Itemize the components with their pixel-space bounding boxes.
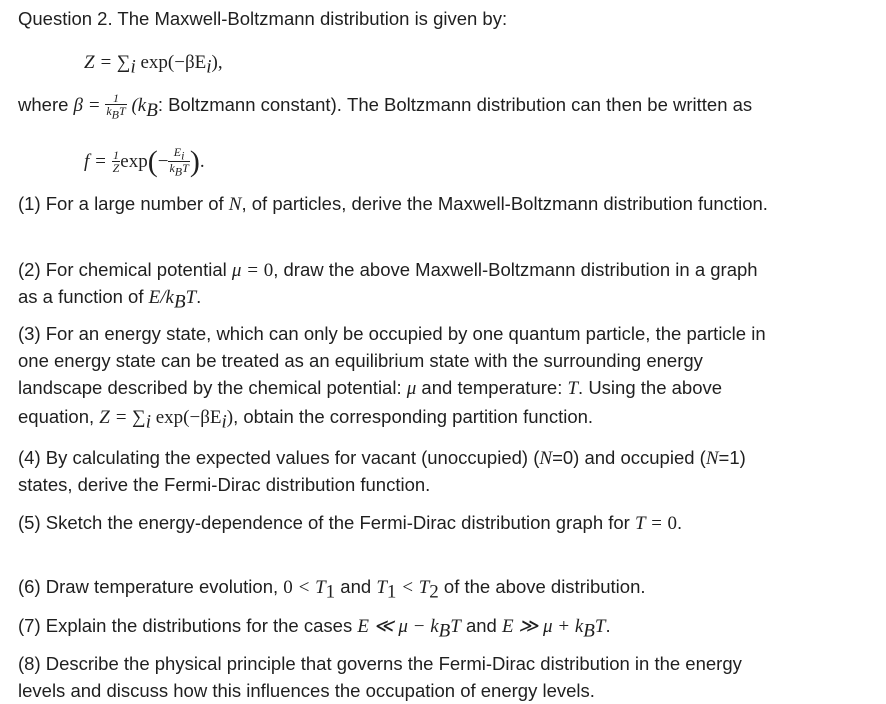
question-5: (5) Sketch the energy-dependence of the Fermi-Dirac distribution graph for T = 0. xyxy=(18,512,683,534)
question-3-line2: one energy state can be treated as an equilibrium state with the surrounding energy xyxy=(18,350,703,371)
kb-sub: B xyxy=(146,99,158,121)
question-4-line2: states, derive the Fermi-Dirac distribution function. xyxy=(18,474,431,495)
question-2-line2: as a function of $E/k_BT$. xyxy=(18,286,202,313)
where-post: : Boltzmann constant). The Boltzmann distribution can then be written as xyxy=(157,94,753,116)
question-1: (1) For a large number of N, of particles, derive the Maxwell-Boltzmann distribution function. xyxy=(18,193,768,215)
eq2-rparen: ) xyxy=(189,144,200,178)
equation-boltzmann-f xyxy=(84,146,205,178)
question-8-line1: (8) Describe the physical principle that governs the Fermi-Dirac distribution in the energy xyxy=(18,653,742,674)
question-3-line4: equation, $Z = \sum_i$ $\exp(-\beta E_i)$, obtain the corresponding partition function. xyxy=(18,406,594,433)
where-pre: where xyxy=(18,94,74,116)
question-4-line1: (4) By calculating the expected values for vacant (unoccupied) (N=0) and occupied (N=1) xyxy=(18,447,746,469)
beta-den: $k_BT$ xyxy=(106,104,126,122)
question-8-line2: levels and discuss how this influences the occupation of energy levels. xyxy=(18,680,595,701)
eq1-sub: i xyxy=(130,56,136,78)
question-3-line1: (3) For an energy state, which can only be occupied by one quantum particle, the particle in xyxy=(18,323,766,344)
eq2-energy-frac: $\frac{E_i}{k_BT}$ xyxy=(169,145,189,179)
eq1-sum: ∑ xyxy=(116,52,131,73)
kb-symbol: (k xyxy=(126,95,147,117)
beta-num: 1 xyxy=(105,92,126,105)
eq1-rest-sub: i xyxy=(206,56,212,78)
eq2-exp: exp xyxy=(120,150,148,172)
where-beta-line xyxy=(18,92,752,123)
question-2-line1: (2) For chemical potential μ = 0, draw the above Maxwell-Boltzmann distribution in a graph xyxy=(18,259,758,281)
eq2-dot: . xyxy=(199,150,205,172)
eq2-minus: − xyxy=(157,150,169,172)
eq1-rest: exp(−βE xyxy=(135,52,207,73)
question-title: Question 2. The Maxwell-Boltzmann distribution is given by: xyxy=(18,8,508,29)
eq2-lhs: f = xyxy=(84,150,112,172)
eq1-tail: ), xyxy=(211,52,223,73)
eq2-frac: $\frac{1}{Z}$ xyxy=(112,148,120,176)
question-3-line3: landscape described by the chemical potential: μ and temperature: T. Using the above xyxy=(18,377,723,399)
equation-partition-function xyxy=(84,50,223,80)
question-6: (6) Draw temperature evolution, $0 < T_1$ and $T_1 < T_2$ of the above distribution. xyxy=(18,576,646,603)
eq1-lhs: Z = xyxy=(84,52,117,73)
beta-fraction xyxy=(105,92,126,120)
eq2-lparen: ( xyxy=(147,144,158,178)
question-7: (7) Explain the distributions for the cases E ≪ $\mu - k_BT$ and E ≫ $\mu + k_BT$. xyxy=(18,615,611,642)
beta-symbol: β = xyxy=(73,95,106,117)
